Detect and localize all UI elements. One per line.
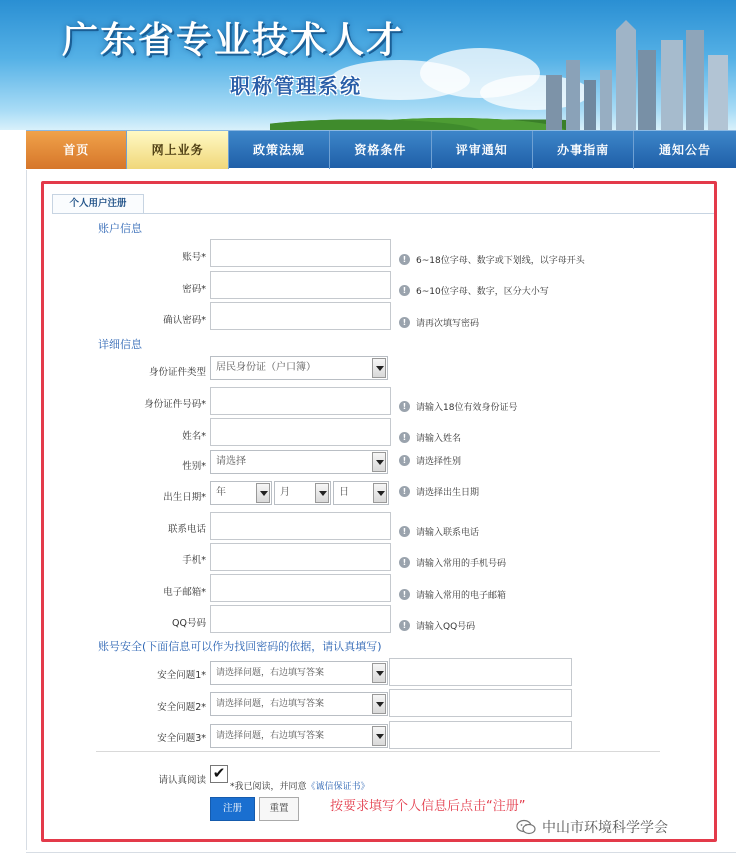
phone-hint-text: 请输入联系电话	[416, 528, 480, 538]
qq-label: QQ号码	[172, 618, 206, 629]
security-question-2-select[interactable]	[210, 692, 388, 716]
info-icon: !	[399, 557, 410, 568]
id-type-value: 居民身份证（户口簿）	[216, 362, 316, 373]
nav-item-guide[interactable]: 办事指南	[533, 131, 634, 169]
security-answer-1-input[interactable]	[389, 658, 572, 686]
info-icon: !	[399, 526, 410, 537]
phone-hint	[399, 525, 479, 538]
nav-item-online-business[interactable]: 网上业务	[127, 131, 228, 169]
tab-personal-registration[interactable]: 个人用户注册	[52, 194, 144, 214]
id-type-select[interactable]	[210, 356, 388, 380]
mobile-input[interactable]	[210, 543, 391, 571]
footer-divider	[26, 852, 736, 853]
info-icon: !	[399, 317, 410, 328]
security-question-1-label: 安全问题1*	[157, 670, 206, 681]
reset-button[interactable]: 重置	[259, 797, 299, 821]
birth-year-select[interactable]	[210, 481, 272, 505]
chevron-down-icon[interactable]	[315, 483, 329, 503]
chevron-down-icon[interactable]	[372, 726, 386, 746]
password-input[interactable]	[210, 271, 391, 299]
gender-value: 请选择	[216, 456, 246, 467]
name-hint	[399, 431, 461, 444]
main-nav	[26, 130, 736, 168]
nav-item-policy[interactable]: 政策法规	[229, 131, 330, 169]
birth-month-select[interactable]	[274, 481, 331, 505]
nav-item-review-notice[interactable]: 评审通知	[432, 131, 533, 169]
info-icon: !	[399, 254, 410, 265]
phone-input[interactable]	[210, 512, 391, 540]
chevron-down-icon[interactable]	[256, 483, 270, 503]
qq-hint	[399, 619, 475, 632]
divider	[96, 751, 660, 752]
email-label: 电子邮箱*	[163, 587, 206, 598]
info-icon: !	[399, 285, 410, 296]
security-question-2-label: 安全问题2*	[157, 702, 206, 713]
birth-date-label: 出生日期*	[163, 492, 206, 503]
info-icon: !	[399, 486, 410, 497]
trees-decoration	[270, 110, 570, 130]
security-answer-2-input[interactable]	[389, 689, 572, 717]
confirm-password-hint-text: 请再次填写密码	[416, 319, 480, 329]
section-account-title: 账户信息	[98, 222, 142, 235]
confirm-password-input[interactable]	[210, 302, 391, 330]
register-button[interactable]: 注册	[210, 797, 255, 821]
security-question-3-select[interactable]	[210, 724, 388, 748]
gender-label: 性别*	[182, 461, 206, 472]
mobile-hint	[399, 556, 506, 569]
name-label: 姓名*	[182, 431, 206, 442]
integrity-pledge-link[interactable]: 《诚信保证书》	[306, 782, 370, 792]
info-icon: !	[399, 589, 410, 600]
birth-day-value: 日	[339, 487, 349, 498]
birth-day-select[interactable]	[333, 481, 389, 505]
watermark-text: 中山市环境科学学会	[542, 820, 668, 836]
username-hint	[399, 253, 585, 266]
tab-divider	[52, 213, 714, 214]
qq-input[interactable]	[210, 605, 391, 633]
password-hint-text: 6~10位字母、数字，区分大小写	[416, 287, 549, 297]
mobile-label: 手机*	[182, 555, 206, 566]
site-title: 广东省专业技术人才	[62, 19, 405, 61]
chevron-down-icon[interactable]	[373, 483, 387, 503]
site-subtitle: 职称管理系统	[230, 74, 362, 98]
birth-year-value: 年	[216, 487, 226, 498]
info-icon: !	[399, 620, 410, 631]
security-answer-3-input[interactable]	[389, 721, 572, 749]
password-hint	[399, 284, 549, 297]
instruction-annotation: 按要求填写个人信息后点击“注册”	[330, 799, 526, 814]
email-hint-text: 请输入常用的电子邮箱	[416, 591, 507, 601]
info-icon: !	[399, 401, 410, 412]
watermark	[516, 817, 668, 837]
birth-month-value: 月	[280, 487, 290, 498]
gender-select[interactable]	[210, 450, 388, 474]
password-label: 密码*	[182, 284, 206, 295]
chevron-down-icon[interactable]	[372, 452, 386, 472]
gender-hint-text: 请选择性别	[416, 457, 462, 467]
qq-hint-text: 请输入QQ号码	[416, 622, 476, 632]
email-input[interactable]	[210, 574, 391, 602]
name-input[interactable]	[210, 418, 391, 446]
birth-date-hint	[399, 485, 479, 498]
info-icon: !	[399, 455, 410, 466]
section-security-title: 账号安全(下面信息可以作为找回密码的依据，请认真填写)	[98, 640, 382, 653]
agreement-label: 请认真阅读	[158, 775, 206, 786]
agreement-checkbox[interactable]: ✔	[210, 765, 228, 783]
wechat-icon	[516, 819, 536, 835]
id-number-label: 身份证件号码*	[144, 399, 206, 410]
section-detail-title: 详细信息	[98, 338, 142, 351]
confirm-password-label: 确认密码*	[163, 315, 206, 326]
username-hint-text: 6~18位字母、数字或下划线，以字母开头	[416, 256, 585, 266]
mobile-hint-text: 请输入常用的手机号码	[416, 559, 507, 569]
city-skyline-image	[526, 0, 736, 130]
gender-hint	[399, 454, 461, 467]
birth-date-hint-text: 请选择出生日期	[416, 488, 480, 498]
confirm-password-hint	[399, 316, 479, 329]
chevron-down-icon[interactable]	[372, 663, 386, 683]
id-type-label: 身份证件类型	[148, 367, 206, 378]
nav-item-announcements[interactable]: 通知公告	[659, 143, 712, 157]
security-question-1-select[interactable]	[210, 661, 388, 685]
phone-label: 联系电话	[167, 524, 206, 535]
email-hint	[399, 588, 506, 601]
chevron-down-icon[interactable]	[372, 358, 386, 378]
chevron-down-icon[interactable]	[372, 694, 386, 714]
info-icon: !	[399, 432, 410, 443]
id-number-hint-text: 请输入18位有效身份证号	[416, 403, 518, 413]
security-question-3-value: 请选择问题，右边填写答案	[216, 731, 325, 741]
name-hint-text: 请输入姓名	[416, 434, 462, 444]
agreement-statement: *我已阅读，并同意	[230, 782, 307, 792]
security-question-2-value: 请选择问题，右边填写答案	[216, 699, 325, 709]
security-question-1-value: 请选择问题，右边填写答案	[216, 668, 325, 678]
username-label: 账号*	[182, 252, 206, 263]
id-number-hint	[399, 400, 517, 413]
agreement-text	[230, 779, 370, 792]
site-banner	[0, 0, 736, 130]
security-question-3-label: 安全问题3*	[157, 733, 206, 744]
username-input[interactable]	[210, 239, 391, 267]
nav-item-qualification[interactable]: 资格条件	[330, 131, 431, 169]
id-number-input[interactable]	[210, 387, 391, 415]
nav-item-home[interactable]: 首页	[26, 131, 127, 169]
